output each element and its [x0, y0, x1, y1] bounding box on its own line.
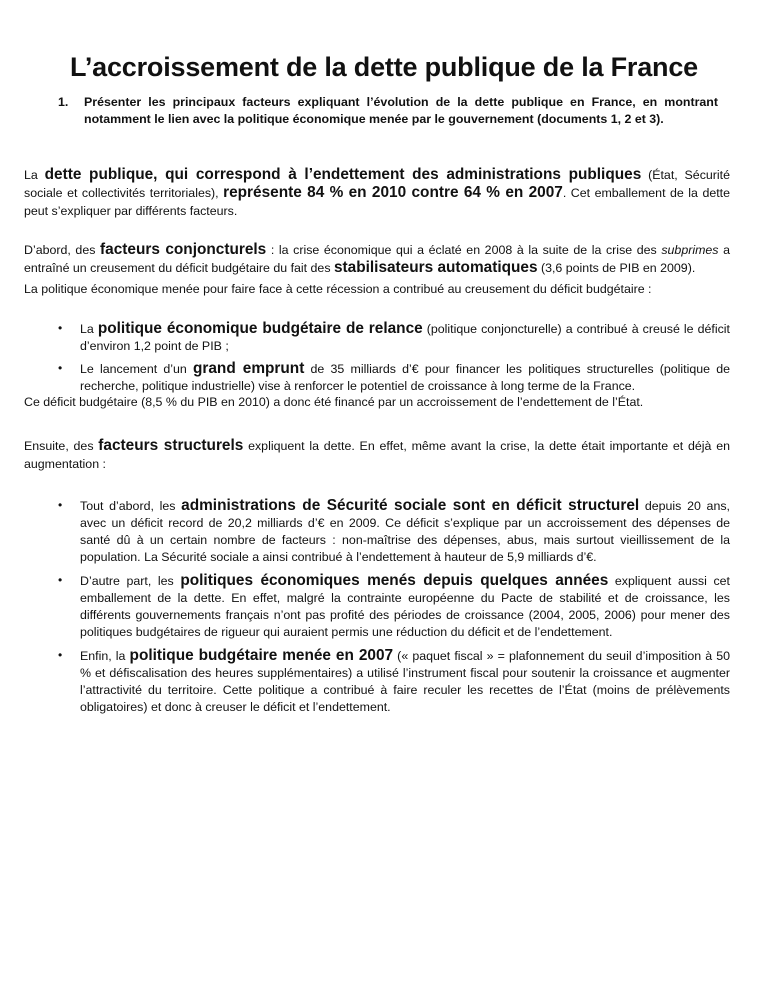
structurels-bullet-list: [24, 497, 730, 716]
conjoncturels-follow-text: La politique économique menée pour faire face à cette récession a contribué au creusement du déficit budgétaire :: [24, 282, 652, 296]
conj-emphasis-stabilisateurs: stabilisateurs automatiques: [333, 259, 538, 276]
item-text-2: (politique conjoncturelle) a contribué à creusé le déficit d’environ 1,2 point de PIB ;: [80, 322, 730, 353]
intro-text-3: . Cet emballement de la dette peut s’expliquer par différents facteurs.: [24, 186, 731, 218]
struct-emphasis-facteurs: facteurs structurels: [98, 437, 244, 454]
document-title: L’accroissement de la dette publique de la France: [70, 52, 698, 82]
intro-emphasis-chiffres: représente 84 % en 2010 contre 64 % en 2007: [223, 184, 563, 201]
item-text-2: depuis 20 ans, avec un déficit record de 20,2 milliards d’€ en 2009. Ce déficit s’explique par un accroissement des dépenses de santé dû à un certain nombre de facteurs : non-maîtrise des dépenses, abus, mais surtout vieillissement de la population. La Sécurité sociale a ainsi contribué à l’endettement à hauteur de 5,9 milliards d’€.: [80, 499, 730, 564]
item-text-1: Tout d’abord, les: [80, 499, 182, 513]
list-item: [24, 320, 730, 355]
item-emphasis: politique budgétaire menée en 2007: [129, 647, 394, 664]
item-text-2: (« paquet fiscal » = plafonnement du seuil d’imposition à 50 % et défiscalisation des heures supplémentaires) a utilisé l’instrument fiscal pour soutenir la croissance et augmenter l’attractivité du territoire. Cette politique a contribué à faire reculer les recettes de l’État (moins de prélèvements obligatoires) et donc à creuser le déficit et l’endettement.: [80, 649, 731, 714]
question-1: [58, 94, 718, 128]
intro-emphasis-dette: dette publique, qui correspond à l’endettement des administrations publiques: [44, 166, 642, 183]
intro-text-1: La: [24, 168, 45, 182]
struct-text-2: expliquent la dette. En effet, même avant la crise, la dette était importante et déjà en augmentation :: [24, 439, 730, 471]
conj-italic-subprimes: subprimes: [661, 243, 719, 257]
conjoncturels-bullet-list: [24, 320, 730, 395]
list-item: [24, 647, 730, 716]
bullet-icon: •: [58, 573, 63, 587]
bullet-icon: •: [58, 498, 63, 512]
item-text-2: de 35 milliards d’€ pour financer les politiques structurelles (politique de recherche, politique industrielle) vise à renforcer le potentiel de croissance à long terme de la France.: [80, 362, 730, 393]
item-text-2: expliquent aussi cet emballement de la dette. En effet, malgré la contrainte européenne du Pacte de stabilité et de croissance, les différents gouvernements français n’ont pas profité des périodes de croissance (2004, 2005, 2006) pour mener des politiques budgétaires de rigueur qui auraient permis une réduction du déficit et de l’endettement.: [80, 574, 730, 639]
item-text-1: La: [80, 322, 98, 336]
struct-text-1: Ensuite, des: [24, 439, 99, 453]
bullet-icon: •: [58, 648, 63, 662]
bullet-icon: •: [58, 321, 63, 335]
conjoncturels-conclusion: Ce déficit budgétaire (8,5 % du PIB en 2010) a donc été financé par un accroissement de l’endettement de l’État.: [24, 395, 644, 409]
list-item: [24, 360, 730, 395]
conj-text-1: D’abord, des: [24, 243, 101, 257]
item-emphasis: grand emprunt: [192, 360, 305, 377]
conjoncturels-paragraph: [24, 241, 730, 277]
list-item: [24, 572, 730, 641]
item-emphasis: administrations de Sécurité sociale sont en déficit structurel: [181, 497, 640, 514]
item-emphasis: politiques économiques menés depuis quelques années: [180, 572, 609, 589]
item-text-1: Enfin, la: [80, 649, 130, 663]
conj-text-2: : la crise économique qui a éclaté en 2008 à la suite de la crise des: [266, 243, 662, 257]
bullet-icon: •: [58, 361, 63, 375]
item-text-1: Le lancement d’un: [80, 362, 193, 376]
list-item: [24, 497, 730, 566]
item-emphasis: politique économique budgétaire de relance: [97, 320, 423, 337]
structurels-paragraph: [24, 437, 730, 473]
item-text-1: D’autre part, les: [80, 574, 181, 588]
conj-emphasis-facteurs: facteurs conjoncturels: [100, 241, 267, 258]
question-number: 1.: [58, 95, 69, 109]
question-text: Présenter les principaux facteurs expliquant l’évolution de la dette publique en France, en montrant notamment le lien avec la politique économique menée par le gouvernement (documents 1, 2 et 3).: [84, 95, 718, 126]
conj-text-3: a entraîné un creusement du déficit budgétaire du fait des: [24, 243, 730, 275]
conj-text-4: (3,6 points de PIB en 2009).: [537, 261, 696, 275]
intro-text-2: (État, Sécurité sociale et collectivités territoriales),: [24, 168, 730, 200]
intro-paragraph: [24, 166, 730, 220]
